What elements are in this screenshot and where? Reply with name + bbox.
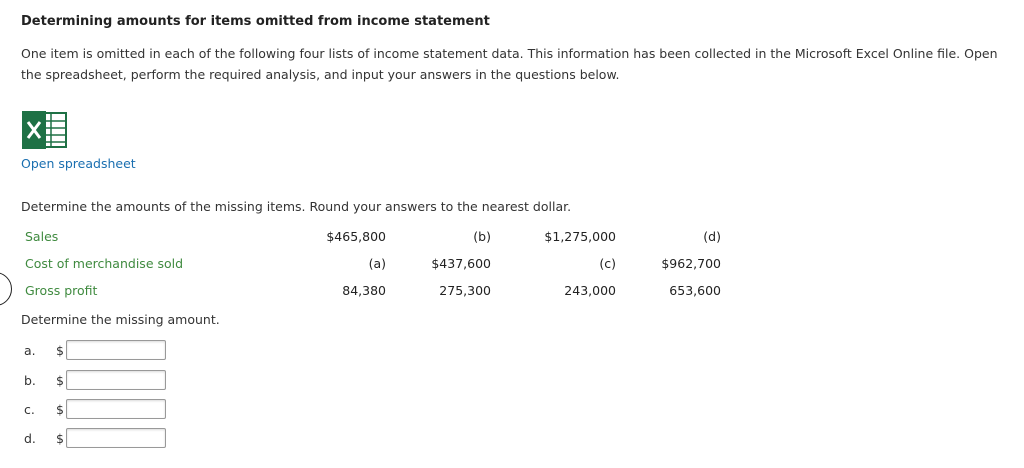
table-cell: (d)	[703, 229, 721, 244]
row-label-gross-profit: Gross profit	[25, 283, 98, 298]
excel-icon[interactable]	[22, 111, 68, 149]
currency-symbol: $	[56, 373, 64, 388]
answer-input-b[interactable]	[66, 370, 166, 390]
table-cell: (c)	[599, 256, 616, 271]
table-cell: (b)	[473, 229, 491, 244]
table-cell: $465,800	[326, 229, 386, 244]
table-cell: $437,600	[431, 256, 491, 271]
table-cell: $962,700	[661, 256, 721, 271]
table-cell: 243,000	[564, 283, 616, 298]
answer-letter-b: b.	[24, 373, 36, 388]
currency-symbol: $	[56, 431, 64, 446]
answer-input-a[interactable]	[66, 340, 166, 360]
table-cell: (a)	[368, 256, 386, 271]
currency-symbol: $	[56, 343, 64, 358]
answer-input-c[interactable]	[66, 399, 166, 419]
instruction-text: Determine the amounts of the missing items. Round your answers to the nearest dollar.	[21, 199, 572, 214]
open-spreadsheet-link[interactable]: Open spreadsheet	[21, 156, 136, 171]
row-label-cost-of-merchandise: Cost of merchandise sold	[25, 256, 184, 271]
missing-amount-prompt: Determine the missing amount.	[21, 312, 220, 327]
table-cell: 84,380	[342, 283, 386, 298]
margin-circle	[0, 272, 12, 306]
answer-letter-a: a.	[24, 343, 36, 358]
page-title: Determining amounts for items omitted from income statement	[21, 14, 490, 29]
currency-symbol: $	[56, 402, 64, 417]
table-cell: 275,300	[439, 283, 491, 298]
table-cell: $1,275,000	[544, 229, 616, 244]
table-cell: 653,600	[669, 283, 721, 298]
intro-text: One item is omitted in each of the following four lists of income statement data. This information has been collected in the Microsoft Excel Online file. Open the spreadsheet, perform the required analysis, and input your answers in the questions below.	[21, 46, 998, 82]
answer-letter-d: d.	[24, 431, 36, 446]
row-label-sales: Sales	[25, 229, 59, 244]
answer-input-d[interactable]	[66, 428, 166, 448]
answer-letter-c: c.	[24, 402, 35, 417]
